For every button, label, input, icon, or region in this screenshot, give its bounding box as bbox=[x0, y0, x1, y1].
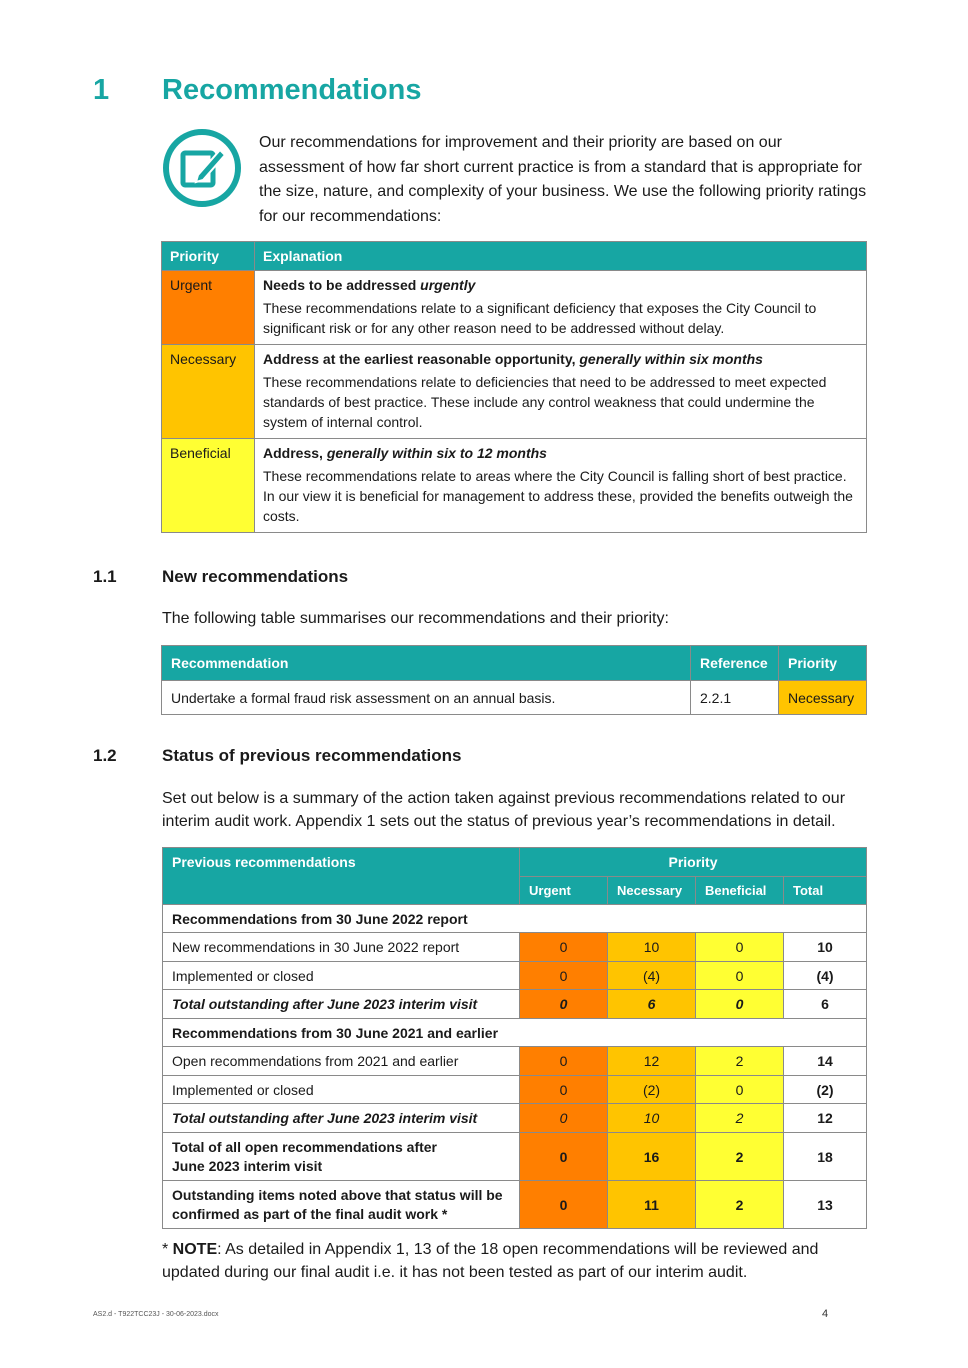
intro-paragraph: Our recommendations for improvement and their priority are based on our assessment of how far short current practice is from a standard that is appropriate for the size, nature, and complexity of your business. We use the following priority ratings for our recommendations: bbox=[259, 134, 867, 225]
cell-beneficial: 0 bbox=[696, 962, 784, 990]
group-row bbox=[163, 1019, 867, 1047]
priority-urgent: Urgent bbox=[162, 271, 255, 345]
section-1-1-number: 1.1 bbox=[93, 567, 117, 586]
footnote: * NOTE: As detailed in Appendix 1, 13 of the 18 open recommendations will be reviewed and updated during our final audit i.e. it has not been tested as part of our interim audit. bbox=[162, 1241, 819, 1281]
cell-total: 6 bbox=[784, 990, 867, 1019]
header-beneficial: Beneficial bbox=[696, 877, 784, 905]
table-row bbox=[162, 681, 867, 715]
section-1-1-intro: The following table summarises our recommendations and their priority: bbox=[162, 610, 669, 627]
cell-necessary: 10 bbox=[608, 1104, 696, 1133]
cell-total: 13 bbox=[784, 1181, 867, 1229]
table-row bbox=[163, 933, 867, 962]
cell-beneficial: 2 bbox=[696, 1104, 784, 1133]
cell-total: 12 bbox=[784, 1104, 867, 1133]
header-priority: Priority bbox=[162, 242, 255, 271]
cell-beneficial: 0 bbox=[696, 933, 784, 962]
new-recommendations-table bbox=[161, 645, 867, 715]
header-total: Total bbox=[784, 877, 867, 905]
header-recommendation: Recommendation bbox=[162, 646, 691, 681]
cell-beneficial: 2 bbox=[696, 1047, 784, 1076]
table-row bbox=[163, 990, 867, 1019]
recommendation-priority: Necessary bbox=[779, 681, 867, 715]
group-row bbox=[163, 905, 867, 933]
cell-beneficial: 2 bbox=[696, 1181, 784, 1229]
recommendation-text: Undertake a formal fraud risk assessment on an annual basis. bbox=[162, 681, 691, 715]
page-number: 4 bbox=[822, 1308, 829, 1320]
priority-ratings-table bbox=[161, 241, 867, 533]
section-1-2-number: 1.2 bbox=[93, 746, 117, 765]
section-1-2-title: Status of previous recommendations bbox=[162, 746, 462, 765]
cell-urgent: 0 bbox=[520, 990, 608, 1019]
header-priority: Priority bbox=[779, 646, 867, 681]
table-row bbox=[163, 1104, 867, 1133]
table-row bbox=[163, 1181, 867, 1229]
cell-beneficial: 0 bbox=[696, 990, 784, 1019]
group2-title: Recommendations from 30 June 2021 and earlier bbox=[163, 1019, 867, 1047]
cell-total: (4) bbox=[784, 962, 867, 990]
page-title: Recommendations bbox=[162, 74, 422, 106]
table-row bbox=[162, 345, 867, 439]
header-necessary: Necessary bbox=[608, 877, 696, 905]
cell-necessary: 10 bbox=[608, 933, 696, 962]
header-priority-group: Priority bbox=[520, 848, 867, 877]
document-reference: AS2.d - T922TCC23J - 30-06-2023.docx bbox=[93, 1311, 219, 1318]
cell-total: 18 bbox=[784, 1133, 867, 1181]
cell-beneficial: 2 bbox=[696, 1133, 784, 1181]
section-1-1-title: New recommendations bbox=[162, 567, 349, 586]
cell-urgent: 0 bbox=[520, 1181, 608, 1229]
section-1-2-intro: Set out below is a summary of the action taken against previous recommendations related to our interim audit work. Appendix 1 sets out the status of previous year’s recommendations in detail. bbox=[162, 790, 846, 830]
cell-total: (2) bbox=[784, 1076, 867, 1104]
note-text: : As detailed in Appendix 1, 13 of the 18 open recommendations will be reviewed and updated during our final audit i.e. it has not been tested as part of our interim audit. bbox=[162, 1241, 819, 1281]
table-row bbox=[162, 271, 867, 345]
recommendation-reference: 2.2.1 bbox=[691, 681, 779, 715]
row-label-outstanding: Outstanding items noted above that status will be confirmed as part of the final audit work * bbox=[163, 1181, 520, 1229]
cell-total: 14 bbox=[784, 1047, 867, 1076]
cell-necessary: 12 bbox=[608, 1047, 696, 1076]
group1-title: Recommendations from 30 June 2022 report bbox=[163, 905, 867, 933]
cell-total: 10 bbox=[784, 933, 867, 962]
cell-urgent: 0 bbox=[520, 1076, 608, 1104]
header-previous-recommendations: Previous recommendations bbox=[163, 848, 520, 905]
header-urgent: Urgent bbox=[520, 877, 608, 905]
cell-necessary: 11 bbox=[608, 1181, 696, 1229]
row-label: Total outstanding after June 2023 interim visit bbox=[163, 1104, 520, 1133]
header-explanation: Explanation bbox=[255, 242, 867, 271]
table-row bbox=[163, 1133, 867, 1181]
cell-beneficial: 0 bbox=[696, 1076, 784, 1104]
row-label: New recommendations in 30 June 2022 report bbox=[163, 933, 520, 962]
cell-urgent: 0 bbox=[520, 962, 608, 990]
header-reference: Reference bbox=[691, 646, 779, 681]
cell-necessary: 16 bbox=[608, 1133, 696, 1181]
explanation-necessary: Address at the earliest reasonable opportunity, generally within six months These recommendations relate to deficiencies that need to be addressed to meet expected standards of best practice. These include any control weakness that could undermine the system of internal control. bbox=[255, 345, 867, 439]
section-number: 1 bbox=[93, 74, 110, 106]
cell-necessary: 6 bbox=[608, 990, 696, 1019]
previous-recommendations-table bbox=[162, 847, 867, 1229]
cell-urgent: 0 bbox=[520, 1104, 608, 1133]
table-row bbox=[162, 439, 867, 533]
priority-beneficial: Beneficial bbox=[162, 439, 255, 533]
note-label: NOTE bbox=[172, 1241, 218, 1258]
cell-urgent: 0 bbox=[520, 933, 608, 962]
row-label: Open recommendations from 2021 and earlier bbox=[163, 1047, 520, 1076]
table-row bbox=[163, 1047, 867, 1076]
cell-necessary: (2) bbox=[608, 1076, 696, 1104]
row-label: Implemented or closed bbox=[163, 962, 520, 990]
priority-necessary: Necessary bbox=[162, 345, 255, 439]
explanation-urgent: Needs to be addressed urgently These recommendations relate to a significant deficiency that exposes the City Council to significant risk or for any other reason need to be addressed without delay. bbox=[255, 271, 867, 345]
explanation-beneficial: Address, generally within six to 12 months These recommendations relate to areas where the City Council is falling short of best practice. In our view it is beneficial for management to address these, provided the benefits outweigh the costs. bbox=[255, 439, 867, 533]
cell-necessary: (4) bbox=[608, 962, 696, 990]
table-row bbox=[163, 1076, 867, 1104]
row-label: Total outstanding after June 2023 interim visit bbox=[163, 990, 520, 1019]
row-label-total-open: Total of all open recommendations after June 2023 interim visit bbox=[163, 1133, 520, 1181]
table-row bbox=[163, 962, 867, 990]
row-label: Implemented or closed bbox=[163, 1076, 520, 1104]
cell-urgent: 0 bbox=[520, 1133, 608, 1181]
cell-urgent: 0 bbox=[520, 1047, 608, 1076]
edit-note-icon bbox=[162, 128, 242, 208]
